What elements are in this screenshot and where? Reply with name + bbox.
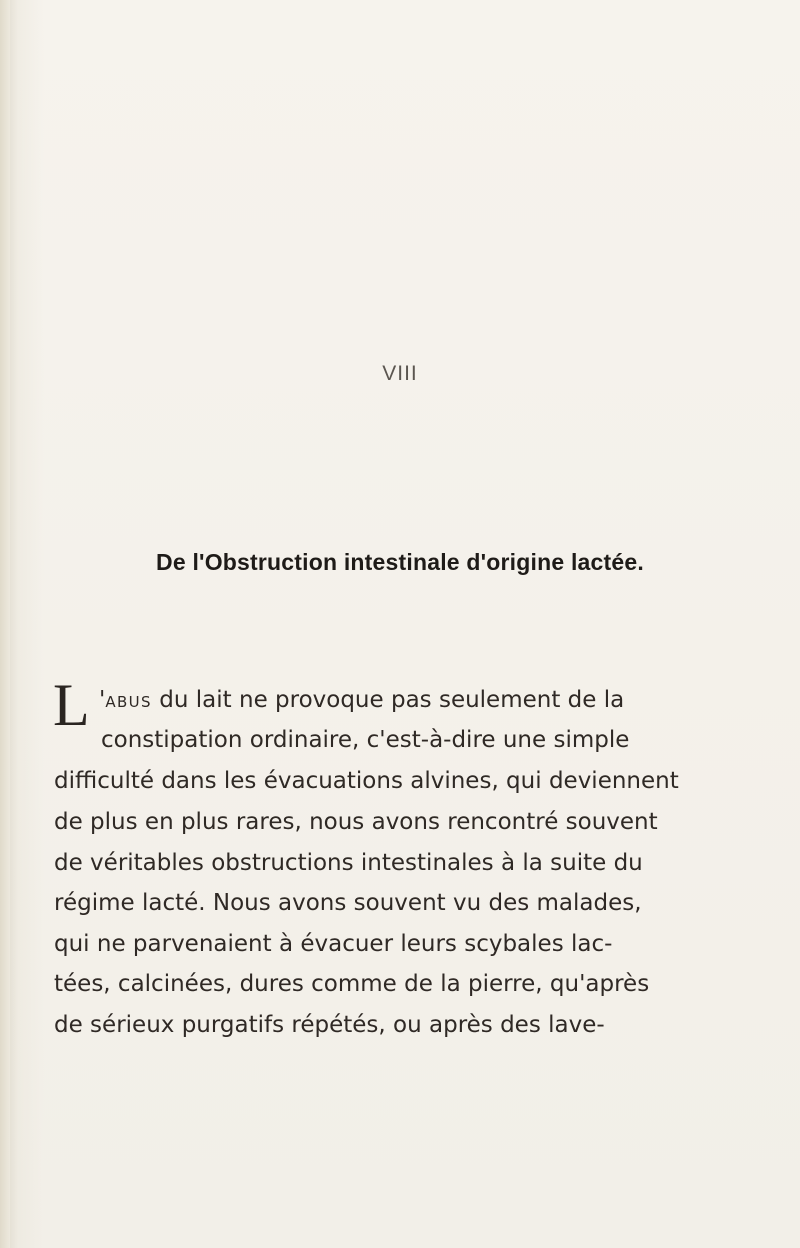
chapter-title: De l'Obstruction intestinale d'origine lactée. <box>156 549 644 575</box>
first-word-small-caps: ABUS <box>105 693 152 711</box>
text-line-1 <box>99 689 624 712</box>
text-line-7: qui ne parvenaient à évacuer leurs scybales lac- <box>54 931 613 957</box>
chapter-number: VIII <box>382 362 418 385</box>
text-line-3: difficulté dans les évacuations alvines, qui deviennent <box>54 768 679 794</box>
text-line-2: constipation ordinaire, c'est-à-dire une simple <box>101 727 630 753</box>
drop-capital: L <box>53 672 90 738</box>
text-line-4: de plus en plus rares, nous avons rencontré souvent <box>54 809 658 835</box>
text-line-9: de sérieux purgatifs répétés, ou après des lave- <box>54 1012 605 1038</box>
text-line-8: tées, calcinées, dures comme de la pierre, qu'après <box>54 971 650 997</box>
line-1-rest: du lait ne provoque pas seulement de la <box>151 687 625 713</box>
text-line-5: de véritables obstructions intestinales à la suite du <box>54 850 643 876</box>
apostrophe: ' <box>99 687 106 713</box>
text-line-6: régime lacté. Nous avons souvent vu des malades, <box>54 890 642 916</box>
